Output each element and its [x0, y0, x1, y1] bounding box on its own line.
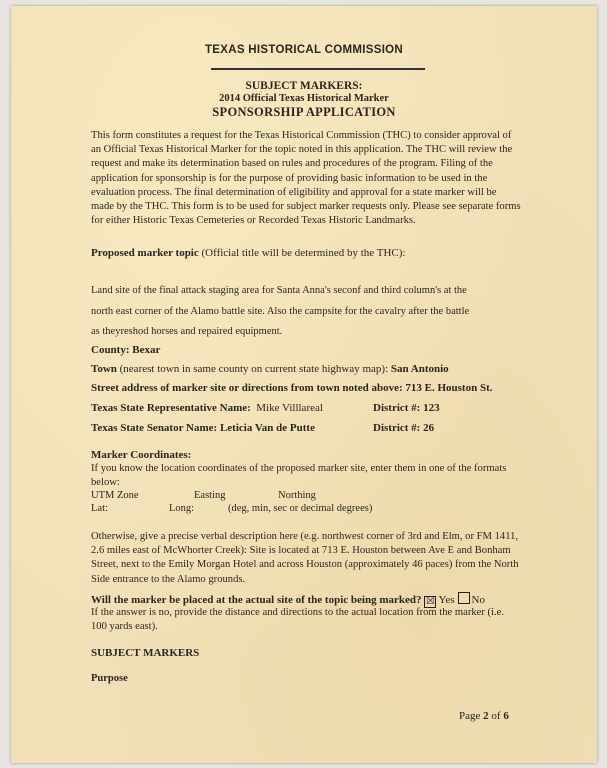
street-field: Street address of marker site or directions from town noted above: 713 E. Houston St. — [91, 382, 493, 394]
topic-line-3: as theyreshod horses and repaired equipment. — [91, 326, 283, 337]
town-field: Town (nearest town in same county on current state highway map): San Antonio — [91, 363, 449, 375]
application-page — [11, 6, 597, 763]
coordinates-heading: Marker Coordinates: — [91, 449, 192, 461]
coordinates-instructions: If you know the location coordinates of the proposed marker site, enter them in one of the formats below: — [91, 463, 507, 489]
utm-zone-label: UTM Zone — [91, 490, 139, 501]
no-label: No — [471, 594, 485, 606]
title-sponsorship: SPONSORSHIP APPLICATION — [212, 105, 396, 119]
title-subject-markers: SUBJECT MARKERS: — [245, 80, 363, 92]
representative-district: District #: 123 — [373, 402, 440, 414]
format-hint: (deg, min, sec or decimal degrees) — [228, 503, 373, 514]
topic-line-2: north east corner of the Alamo battle site. Also the campsite for the cavalry after the battle — [91, 306, 470, 317]
section-heading: SUBJECT MARKERS — [91, 647, 200, 659]
intro-paragraph: This form constitutes a request for the Texas Historical Commission (THC) to consider approval of an Official Texas Historical Marker for the topic noted in this application. The THC will review the request and make its determination based on rules and procedures of the program. Filing of the application for sponsorship is for the purpose of providing basic information to be used in the evaluation process. The final determination of eligibility and approval for a state marker will be made by the THC. This form is to be used for subject marker requests only. Please see separate forms for either Historic Texas Cemeteries or Recorded Texas Historic Landmarks. — [91, 130, 521, 227]
county-field: County: Bexar — [91, 344, 161, 356]
heading-divider — [211, 68, 425, 70]
yes-label: Yes — [438, 594, 455, 606]
long-label: Long: — [169, 503, 195, 514]
placement-note: If the answer is no, provide the distance and directions to the actual location from the marker (i.e. 100 yards east). — [91, 607, 505, 633]
purpose-heading: Purpose — [91, 673, 128, 684]
no-checkbox[interactable] — [458, 592, 470, 604]
easting-label: Easting — [194, 490, 226, 501]
page-number: Page 2 of 6 — [459, 710, 509, 722]
topic-line-1: Land site of the final attack staging area for Santa Anna's seconf and third column's at the — [91, 285, 467, 296]
lat-label: Lat: — [91, 503, 108, 514]
placement-question: Will the marker be placed at the actual site of the topic being marked? ☒ Yes No — [91, 594, 485, 607]
commission-heading: TEXAS HISTORICAL COMMISSION — [204, 44, 404, 56]
senator-district: District #: 26 — [373, 422, 435, 434]
verbal-description: Otherwise, give a precise verbal description here (e.g. northwest corner of 3rd and Elm, or FM 1411, 2.6 miles east of McWhorter Creek): Site is located at 713 E. Houston between Ave E and Bonham Street, next to the Emily Morgan Hotel and across Houston (approximately 46 paces) from the North Side entrance to the Alamo grounds. — [91, 531, 519, 585]
title-year-marker: 2014 Official Texas Historical Marker — [219, 93, 389, 104]
yes-checkbox[interactable]: ☒ — [426, 596, 435, 607]
senator-field: Texas State Senator Name: Leticia Van de Putte — [91, 422, 315, 434]
representative-field: Texas State Representative Name: Mike Villlareal — [91, 402, 323, 414]
proposed-topic-label: Proposed marker topic (Official title will be determined by the THC): — [91, 247, 406, 259]
northing-label: Northing — [278, 490, 316, 501]
